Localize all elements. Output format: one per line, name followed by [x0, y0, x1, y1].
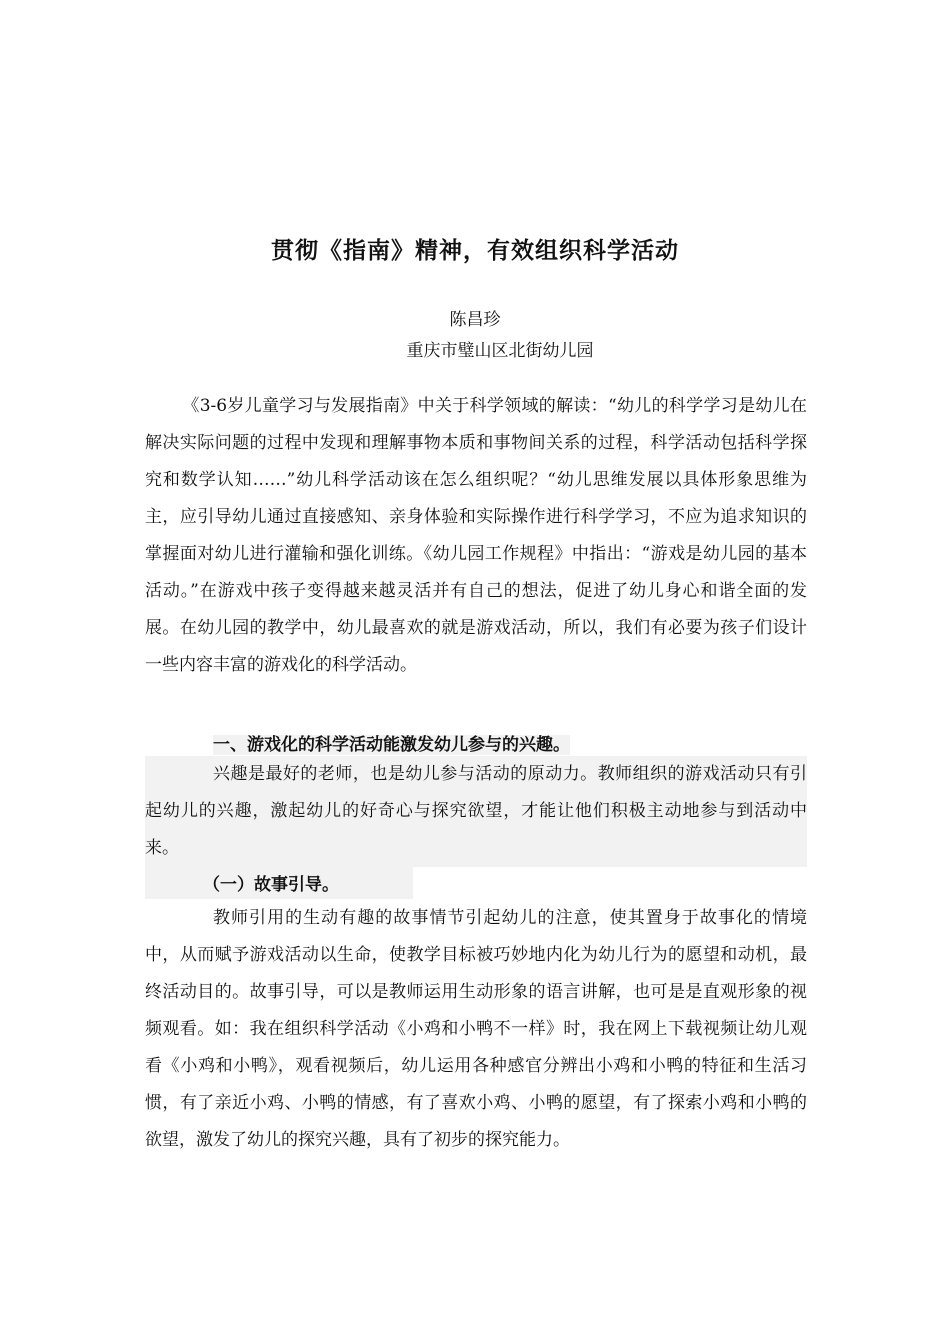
subsection-heading-1: （一）故事引导。 — [145, 866, 413, 899]
section-heading-1 — [213, 726, 570, 759]
author-organization: 重庆市璧山区北街幼儿园 — [406, 341, 594, 361]
intro-paragraph: 《3-6岁儿童学习与发展指南》中关于科学领域的解读：“幼儿的科学学习是幼儿在解决实际问题的过程中发现和理解事物本质和事物间关系的过程，科学活动包括科学探究和数学认知……”幼儿科学活动该在怎么组织呢？“幼儿思维发展以具体形象思维为主，应引导幼儿通过直接感知、亲身体验和实际操作进行科学学习，不应为追求知识的掌握面对幼儿进行灌输和强化训练。《幼儿园工作规程》中指出：“游戏是幼儿园的基本活动。”在游戏中孩子变得越来越灵活并有自己的想法，促进了幼儿身心和谐全面的发展。在幼儿园的教学中，幼儿最喜欢的就是游戏活动，所以，我们有必要为孩子们设计一些内容丰富的游戏化的科学活动。 — [145, 396, 807, 675]
author-name: 陈昌珍 — [449, 310, 501, 330]
section-heading-1-text: 一、游戏化的科学活动能激发幼儿参与的兴趣。 — [213, 735, 570, 755]
document-title: 贯彻《指南》精神，有效组织科学活动 — [271, 238, 679, 264]
subsection-1-paragraph: 教师引用的生动有趣的故事情节引起幼儿的注意，使其置身于故事化的情境中，从而赋予游戏活动以生命，使教学目标被巧妙地内化为幼儿行为的愿望和动机，最终活动目的。故事引导，可以是教师运用生动形象的语言讲解，也可是是直观形象的视频观看。如：我在组织科学活动《小鸡和小鸭不一样》时，我在网上下载视频让幼儿观看《小鸡和小鸭》，观看视频后，幼儿运用各种感官分辨出小鸡和小鸭的特征和生活习惯，有了亲近小鸡、小鸭的情感，有了喜欢小鸡、小鸭的愿望，有了探索小鸡和小鸭的欲望，激发了幼儿的探究兴趣，具有了初步的探究能力。 — [145, 908, 807, 1150]
section-1-paragraph: 兴趣是最好的老师，也是幼儿参与活动的原动力。教师组织的游戏活动只有引起幼儿的兴趣，激起幼儿的好奇心与探究欲望，才能让他们积极主动地参与到活动中来。 — [145, 756, 807, 867]
